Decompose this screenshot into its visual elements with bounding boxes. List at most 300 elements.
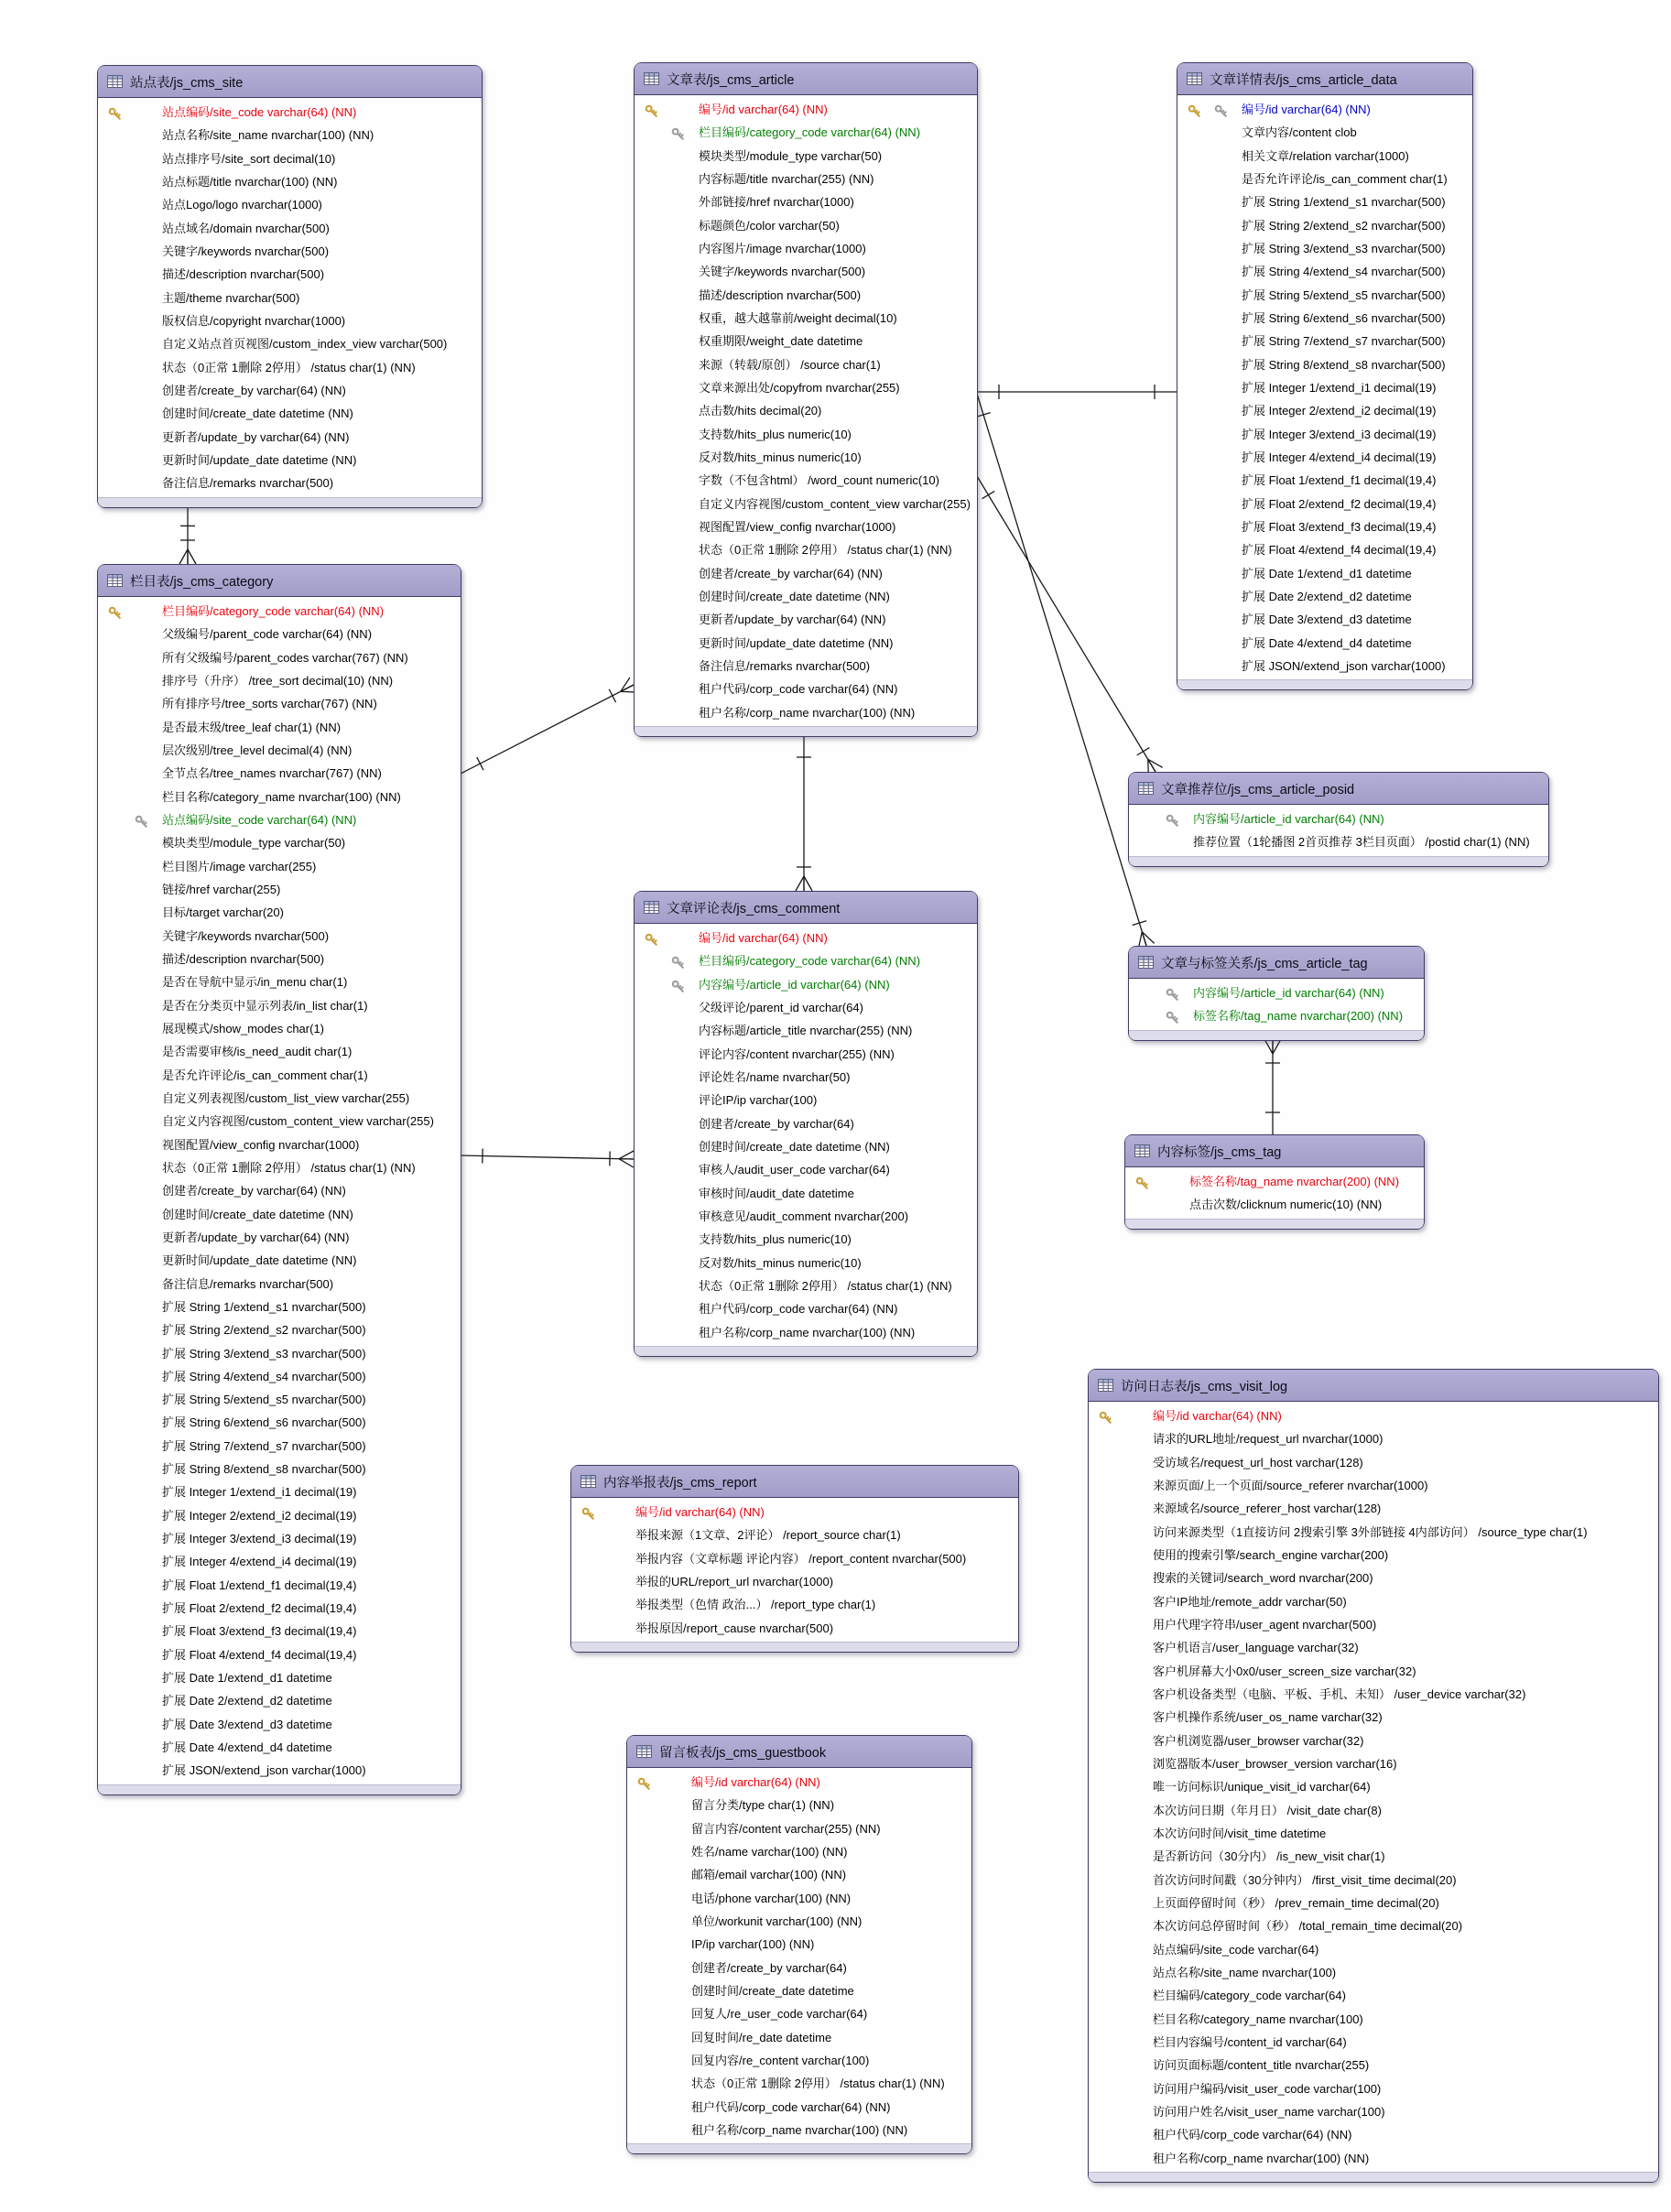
field-row[interactable] <box>627 1817 971 1840</box>
field-row[interactable] <box>627 1979 971 2002</box>
field-row[interactable] <box>1177 330 1472 352</box>
field-label: 父级评论/parent_id varchar(64) <box>699 1000 863 1014</box>
field-row[interactable] <box>98 1040 461 1063</box>
cardinality-one-tick <box>477 757 483 770</box>
field-label: 更新时间/update_date datetime (NN) <box>162 1253 357 1268</box>
field-label: 客户机设备类型（电脑、平板、手机、未知） /user_device varchar(32) <box>1153 1686 1526 1701</box>
entity-table-visit_log[interactable] <box>1088 1369 1659 2183</box>
field-row[interactable] <box>98 1365 461 1388</box>
field-row[interactable] <box>98 379 482 402</box>
field-label: 扩展 String 1/extend_s1 nvarchar(500) <box>162 1299 366 1314</box>
field-row[interactable] <box>98 1713 461 1736</box>
table-field-list <box>98 597 461 1784</box>
crow-foot-prong <box>1264 1039 1273 1054</box>
field-row[interactable] <box>635 562 977 585</box>
entity-table-comment[interactable] <box>634 891 978 1357</box>
field-row[interactable] <box>635 701 977 724</box>
field-row[interactable] <box>635 1112 977 1135</box>
field-row[interactable] <box>1177 423 1472 446</box>
field-row[interactable] <box>635 1158 977 1181</box>
field-row[interactable] <box>98 786 461 808</box>
field-row[interactable] <box>98 1296 461 1318</box>
crow-foot-prong <box>619 1159 634 1167</box>
field-row[interactable] <box>1177 145 1472 168</box>
field-label: 站点名称/site_name nvarchar(100) <box>1153 1965 1337 1979</box>
field-row[interactable] <box>1177 168 1472 190</box>
table-header-guestbook[interactable] <box>627 1736 971 1768</box>
table-field-list <box>1177 95 1472 679</box>
field-row[interactable] <box>627 1840 971 1863</box>
field-row[interactable] <box>98 1064 461 1087</box>
field-row[interactable] <box>98 217 482 240</box>
field-row[interactable] <box>98 1133 461 1156</box>
field-row[interactable] <box>635 423 977 446</box>
field-row[interactable] <box>98 426 482 449</box>
table-title: 文章评论表/js_cms_comment <box>667 901 841 916</box>
field-row[interactable] <box>635 469 977 492</box>
field-row[interactable] <box>635 1321 977 1344</box>
field-label: 内容标题/title nvarchar(255) (NN) <box>699 171 874 186</box>
field-row[interactable] <box>98 147 482 170</box>
field-row[interactable] <box>98 855 461 878</box>
field-label: 描述/description nvarchar(500) <box>162 951 325 966</box>
field-row[interactable] <box>1177 121 1472 144</box>
field-row[interactable] <box>1129 1004 1424 1027</box>
field-row[interactable] <box>635 632 977 655</box>
field-row[interactable] <box>1177 469 1472 492</box>
field-row[interactable] <box>627 1794 971 1816</box>
field-row[interactable] <box>98 1388 461 1411</box>
field-row[interactable] <box>1177 353 1472 376</box>
field-row[interactable] <box>627 2072 971 2095</box>
field-row[interactable] <box>98 970 461 993</box>
field-row[interactable] <box>635 237 977 260</box>
field-row[interactable] <box>98 1666 461 1689</box>
field-row[interactable] <box>1089 1775 1658 1798</box>
field-row[interactable] <box>98 287 482 309</box>
field-label: 关键字/keywords nvarchar(500) <box>162 244 330 258</box>
field-row[interactable] <box>98 124 482 146</box>
field-label: 本次访问时间/visit_time datetime <box>1153 1826 1327 1840</box>
field-row[interactable] <box>635 585 977 608</box>
field-row[interactable] <box>1089 1521 1658 1544</box>
field-row[interactable] <box>1089 1660 1658 1683</box>
field-row[interactable] <box>98 1411 461 1434</box>
field-row[interactable] <box>1177 655 1472 678</box>
entity-table-article_posid[interactable] <box>1128 772 1549 867</box>
field-row[interactable] <box>1177 538 1472 561</box>
table-header-visit_log[interactable] <box>1089 1370 1658 1402</box>
table-icon <box>107 75 123 88</box>
field-row[interactable] <box>98 1110 461 1133</box>
field-row[interactable] <box>98 948 461 970</box>
field-row[interactable] <box>1177 585 1472 608</box>
field-row[interactable] <box>1125 1193 1424 1216</box>
field-row[interactable] <box>1089 2077 1658 2100</box>
field-row[interactable] <box>1177 260 1472 283</box>
field-row[interactable] <box>1089 1822 1658 1845</box>
field-row[interactable] <box>635 1205 977 1228</box>
field-row[interactable] <box>635 655 977 678</box>
field-row[interactable] <box>98 1597 461 1620</box>
field-label: 扩展 Float 4/extend_f4 decimal(19,4) <box>162 1647 357 1662</box>
field-row[interactable] <box>98 472 482 494</box>
table-field-list <box>1125 1167 1424 1219</box>
field-row[interactable] <box>1089 1706 1658 1729</box>
entity-table-site[interactable] <box>97 65 483 508</box>
field-row[interactable] <box>98 240 482 263</box>
field-row[interactable] <box>1089 2008 1658 2031</box>
field-row[interactable] <box>98 402 482 425</box>
field-row[interactable] <box>627 2119 971 2142</box>
entity-table-article_data[interactable] <box>1177 62 1473 690</box>
field-label: 编号/id varchar(64) (NN) <box>1153 1409 1282 1423</box>
field-label: 留言内容/content varchar(255) (NN) <box>691 1821 881 1836</box>
field-label: 单位/workunit varchar(100) (NN) <box>691 1914 863 1928</box>
field-label: 访问页面标题/content_title nvarchar(255) <box>1153 2058 1370 2073</box>
field-label: 栏目名称/category_name nvarchar(100) <box>1153 2011 1363 2026</box>
table-footer-strip <box>635 1346 977 1356</box>
field-row[interactable] <box>98 808 461 831</box>
table-title: 文章推荐位/js_cms_article_posid <box>1161 782 1355 797</box>
field-label: 扩展 String 4/extend_s4 nvarchar(500) <box>162 1369 366 1383</box>
field-row[interactable] <box>98 600 461 623</box>
crow-foot-prong <box>619 1151 634 1159</box>
field-row[interactable] <box>98 101 482 124</box>
entity-table-tag[interactable] <box>1124 1134 1425 1230</box>
field-label: 权重，越大越靠前/weight decimal(10) <box>699 310 897 325</box>
field-label: 内容编号/article_id varchar(64) (NN) <box>699 977 890 992</box>
field-row[interactable] <box>1089 1799 1658 1822</box>
field-row[interactable] <box>98 1179 461 1202</box>
field-label: 标签名称/tag_name nvarchar(200) (NN) <box>1189 1175 1400 1188</box>
table-header-article_data[interactable] <box>1177 63 1472 95</box>
field-label: 扩展 String 8/extend_s8 nvarchar(500) <box>1242 357 1446 372</box>
field-label: 扩展 Date 3/extend_d3 datetime <box>1242 613 1412 627</box>
field-row[interactable] <box>98 263 482 286</box>
field-row[interactable] <box>98 1318 461 1341</box>
table-header-site[interactable] <box>98 66 482 98</box>
field-label: 反对数/hits_minus numeric(10) <box>699 450 862 464</box>
field-row[interactable] <box>627 1771 971 1794</box>
field-row[interactable] <box>98 623 461 645</box>
field-row[interactable] <box>98 1458 461 1480</box>
field-row[interactable] <box>635 145 977 168</box>
table-header-category[interactable] <box>98 565 461 597</box>
field-row[interactable] <box>98 1087 461 1110</box>
field-row[interactable] <box>1177 446 1472 469</box>
field-row[interactable] <box>1089 2147 1658 2170</box>
field-row[interactable] <box>98 449 482 472</box>
table-title: 文章详情表/js_cms_article_data <box>1210 72 1397 88</box>
field-row[interactable] <box>98 646 461 669</box>
field-row[interactable] <box>1089 2123 1658 2146</box>
field-row[interactable] <box>1089 1892 1658 1914</box>
field-row[interactable] <box>1089 1683 1658 1706</box>
field-row[interactable] <box>635 1182 977 1205</box>
field-row[interactable] <box>1177 237 1472 260</box>
table-header-article[interactable] <box>635 63 977 95</box>
field-label: 扩展 String 2/extend_s2 nvarchar(500) <box>162 1323 366 1338</box>
field-row[interactable] <box>98 1620 461 1643</box>
field-label: 扩展 Date 1/extend_d1 datetime <box>1242 566 1412 580</box>
field-row[interactable] <box>635 214 977 237</box>
field-row[interactable] <box>1089 1474 1658 1497</box>
field-row[interactable] <box>1089 1752 1658 1775</box>
field-row[interactable] <box>627 1887 971 1910</box>
field-row[interactable] <box>635 260 977 283</box>
field-row[interactable] <box>98 669 461 692</box>
field-row[interactable] <box>1089 1938 1658 1961</box>
field-row[interactable] <box>98 1435 461 1458</box>
field-row[interactable] <box>98 1203 461 1226</box>
table-icon <box>1134 1144 1150 1157</box>
field-label: 访问来源类型（1直接访问 2搜索引擎 3外部链接 4内部访问） /source_type char(1) <box>1153 1524 1588 1539</box>
field-row[interactable] <box>98 1643 461 1666</box>
field-row[interactable] <box>627 1863 971 1886</box>
field-row[interactable] <box>98 1550 461 1573</box>
field-label: 创建者/create_by varchar(64) <box>691 1960 847 1975</box>
field-row[interactable] <box>1177 214 1472 237</box>
field-row[interactable] <box>98 309 482 332</box>
field-label: 回复内容/re_content varchar(100) <box>691 2053 870 2067</box>
field-row[interactable] <box>635 399 977 422</box>
field-row[interactable] <box>635 307 977 330</box>
field-label: 来源（转载/原创） /source char(1) <box>699 357 881 372</box>
field-row[interactable] <box>1089 1451 1658 1474</box>
field-row[interactable] <box>635 168 977 190</box>
field-label: 扩展 Integer 2/extend_i2 decimal(19) <box>1242 404 1437 418</box>
field-row[interactable] <box>635 515 977 538</box>
field-row[interactable] <box>98 739 461 762</box>
field-row[interactable] <box>98 1759 461 1782</box>
field-row[interactable] <box>627 2002 971 2025</box>
field-row[interactable] <box>635 927 977 949</box>
field-row[interactable] <box>635 330 977 352</box>
field-row[interactable] <box>98 831 461 854</box>
field-row[interactable] <box>1089 1869 1658 1892</box>
field-row[interactable] <box>635 949 977 972</box>
field-row[interactable] <box>1089 2100 1658 2123</box>
field-row[interactable] <box>98 1156 461 1179</box>
field-row[interactable] <box>571 1570 1018 1593</box>
field-label: 扩展 JSON/extend_json varchar(1000) <box>1242 658 1446 673</box>
field-row[interactable] <box>1089 1590 1658 1613</box>
field-row[interactable] <box>1089 1961 1658 1984</box>
field-row[interactable] <box>571 1523 1018 1546</box>
table-header-article_posid[interactable] <box>1129 773 1548 805</box>
field-row[interactable] <box>627 2026 971 2049</box>
table-header-comment[interactable] <box>635 892 977 924</box>
field-row[interactable] <box>1177 515 1472 538</box>
field-row[interactable] <box>571 1617 1018 1640</box>
field-row[interactable] <box>1177 608 1472 631</box>
field-row[interactable] <box>635 538 977 561</box>
field-row[interactable] <box>1089 1427 1658 1450</box>
field-row[interactable] <box>98 925 461 948</box>
field-row[interactable] <box>635 1297 977 1320</box>
field-label: 客户机屏幕大小0x0/user_screen_size varchar(32) <box>1153 1664 1416 1678</box>
field-row[interactable] <box>98 692 461 715</box>
field-row[interactable] <box>635 493 977 515</box>
field-row[interactable] <box>635 996 977 1019</box>
field-row[interactable] <box>635 1274 977 1297</box>
field-row[interactable] <box>635 446 977 469</box>
field-row[interactable] <box>635 1228 977 1251</box>
field-label: 租户名称/corp_name nvarchar(100) (NN) <box>1153 2151 1370 2165</box>
field-row[interactable] <box>1089 2054 1658 2076</box>
field-row[interactable] <box>1177 376 1472 399</box>
field-label: 扩展 Date 4/extend_d4 datetime <box>1242 635 1412 650</box>
field-row[interactable] <box>98 356 482 379</box>
entity-table-article_tag[interactable] <box>1128 946 1425 1041</box>
field-row[interactable] <box>635 973 977 996</box>
field-label: 状态（0正常 1删除 2停用） /status char(1) (NN) <box>162 360 416 374</box>
field-row[interactable] <box>635 98 977 121</box>
field-row[interactable] <box>635 1019 977 1042</box>
field-label: 本次访问日期（年月日） /visit_date char(8) <box>1153 1803 1382 1817</box>
field-row[interactable] <box>635 1135 977 1158</box>
field-row[interactable] <box>1089 2031 1658 2054</box>
field-row[interactable] <box>98 1017 461 1040</box>
field-label: IP/ip varchar(100) (NN) <box>691 1937 815 1952</box>
field-row[interactable] <box>571 1593 1018 1616</box>
field-row[interactable] <box>98 1736 461 1759</box>
field-row[interactable] <box>98 193 482 216</box>
field-row[interactable] <box>1177 284 1472 307</box>
field-label: 举报内容（文章标题 评论内容） /report_content nvarchar(500) <box>635 1551 967 1566</box>
field-label: 站点编码/site_code varchar(64) (NN) <box>162 105 357 119</box>
field-row[interactable] <box>635 190 977 213</box>
field-row[interactable] <box>98 170 482 193</box>
field-row[interactable] <box>1177 562 1472 585</box>
field-row[interactable] <box>98 332 482 355</box>
crow-foot-prong <box>804 876 812 891</box>
table-footer-strip <box>1089 2172 1658 2182</box>
field-row[interactable] <box>635 1089 977 1111</box>
field-row[interactable] <box>1177 98 1472 121</box>
table-footer-strip <box>1129 856 1548 866</box>
field-row[interactable] <box>635 1252 977 1274</box>
table-icon <box>644 72 659 85</box>
table-field-list <box>98 98 482 497</box>
field-label: 访问用户编码/visit_user_code varchar(100) <box>1153 2081 1382 2096</box>
foreign-key-icon <box>671 125 685 139</box>
field-row[interactable] <box>1089 1544 1658 1567</box>
field-row[interactable] <box>627 1910 971 1933</box>
field-label: 内容图片/image nvarchar(1000) <box>699 241 866 255</box>
field-row[interactable] <box>1177 190 1472 213</box>
field-row[interactable] <box>571 1547 1018 1570</box>
field-row[interactable] <box>1089 1404 1658 1427</box>
table-title: 文章表/js_cms_article <box>667 72 795 88</box>
field-row[interactable] <box>98 901 461 924</box>
table-footer-strip <box>98 497 482 507</box>
table-header-tag[interactable] <box>1125 1135 1424 1167</box>
field-row[interactable] <box>98 1273 461 1296</box>
field-label: 是否允许评论/is_can_comment char(1) <box>162 1068 368 1082</box>
table-header-article_tag[interactable] <box>1129 947 1424 979</box>
field-row[interactable] <box>635 678 977 700</box>
field-row[interactable] <box>98 1689 461 1712</box>
field-row[interactable] <box>1089 1497 1658 1520</box>
field-row[interactable] <box>635 608 977 631</box>
field-label: 备注信息/remarks nvarchar(500) <box>699 658 871 673</box>
field-row[interactable] <box>98 1527 461 1550</box>
field-row[interactable] <box>627 2096 971 2119</box>
foreign-key-icon <box>135 813 148 827</box>
field-row[interactable] <box>98 1226 461 1249</box>
field-row[interactable] <box>1177 632 1472 655</box>
field-row[interactable] <box>1089 1567 1658 1589</box>
field-row[interactable] <box>98 878 461 901</box>
field-row[interactable] <box>1125 1170 1424 1193</box>
field-row[interactable] <box>1089 1729 1658 1752</box>
field-label: 更新者/update_by varchar(64) (NN) <box>162 429 350 444</box>
field-label: 视图配置/view_config nvarchar(1000) <box>162 1137 360 1152</box>
field-label: 来源页面/上一个页面/source_referer nvarchar(1000) <box>1153 1478 1428 1492</box>
field-row[interactable] <box>1177 307 1472 330</box>
field-row[interactable] <box>627 1957 971 1979</box>
field-label: 搜索的关键词/search_word nvarchar(200) <box>1153 1571 1373 1586</box>
field-row[interactable] <box>1089 1845 1658 1868</box>
field-row[interactable] <box>635 1043 977 1066</box>
field-label: 状态（0正常 1删除 2停用） /status char(1) (NN) <box>691 2076 945 2091</box>
field-row[interactable] <box>1129 808 1548 830</box>
field-row[interactable] <box>635 284 977 307</box>
field-row[interactable] <box>98 994 461 1017</box>
field-label: 站点编码/site_code varchar(64) <box>1153 1942 1319 1957</box>
field-row[interactable] <box>1177 399 1472 422</box>
field-label: 扩展 String 5/extend_s5 nvarchar(500) <box>1242 287 1446 302</box>
field-row[interactable] <box>627 1933 971 1956</box>
table-field-list <box>1129 805 1548 856</box>
field-row[interactable] <box>1089 1613 1658 1636</box>
field-row[interactable] <box>98 1342 461 1365</box>
field-row[interactable] <box>571 1501 1018 1523</box>
field-row[interactable] <box>1129 981 1424 1004</box>
field-row[interactable] <box>98 1249 461 1272</box>
relation-line-category-to-comment <box>461 1155 634 1159</box>
field-row[interactable] <box>635 353 977 376</box>
field-row[interactable] <box>1177 493 1472 515</box>
table-header-report[interactable] <box>571 1466 1018 1498</box>
field-row[interactable] <box>98 762 461 785</box>
field-row[interactable] <box>1089 1984 1658 2007</box>
table-field-list <box>635 924 977 1346</box>
field-label: 扩展 Integer 1/extend_i1 decimal(19) <box>162 1485 357 1500</box>
field-label: 邮箱/email varchar(100) (NN) <box>691 1868 847 1882</box>
field-row[interactable] <box>98 1480 461 1503</box>
field-row[interactable] <box>635 376 977 399</box>
field-row[interactable] <box>627 2049 971 2072</box>
field-row[interactable] <box>635 121 977 144</box>
entity-table-guestbook[interactable] <box>626 1735 972 2154</box>
field-row[interactable] <box>98 1574 461 1597</box>
field-row[interactable] <box>1089 1636 1658 1659</box>
field-row[interactable] <box>1129 830 1548 853</box>
entity-table-article[interactable] <box>634 62 978 737</box>
entity-table-category[interactable] <box>97 564 461 1795</box>
field-row[interactable] <box>635 1066 977 1089</box>
field-label: 扩展 Integer 1/extend_i1 decimal(19) <box>1242 380 1437 395</box>
field-label: 是否允许评论/is_can_comment char(1) <box>1242 171 1448 186</box>
field-label: 扩展 Integer 3/extend_i3 decimal(19) <box>162 1532 357 1546</box>
field-row[interactable] <box>98 1504 461 1527</box>
field-row[interactable] <box>1089 1914 1658 1937</box>
entity-table-report[interactable] <box>570 1465 1019 1653</box>
field-row[interactable] <box>98 716 461 739</box>
